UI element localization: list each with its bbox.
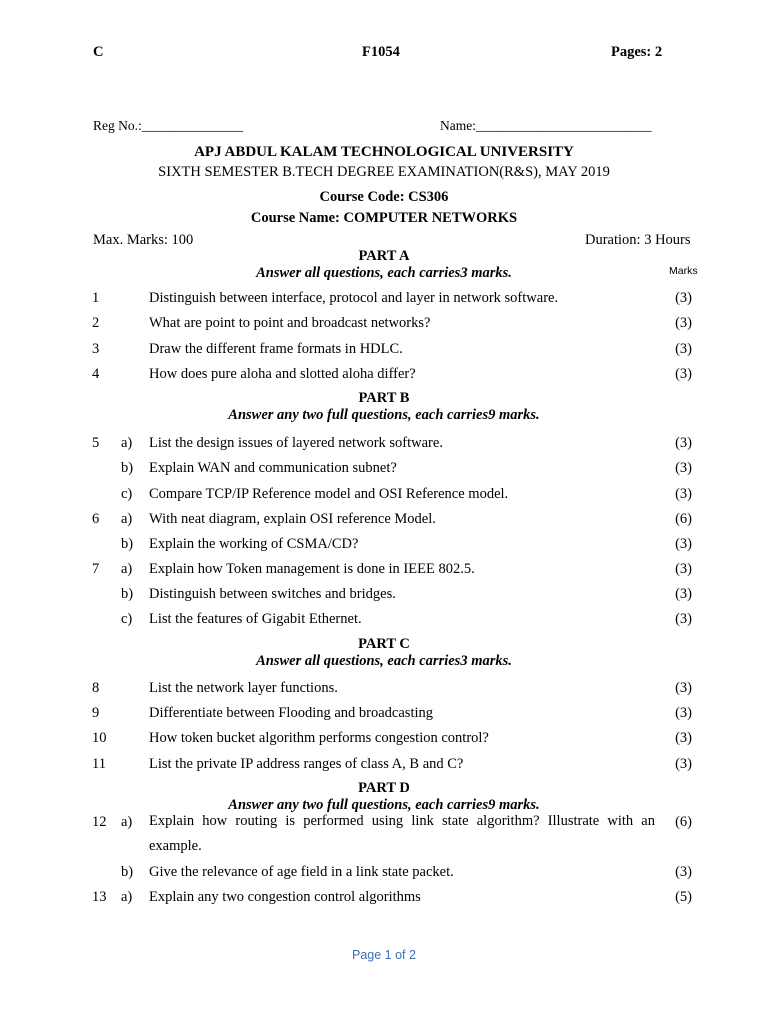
duration: Duration: 3 Hours [585,232,691,248]
question-subpart: b) [121,536,134,552]
question-marks: (3) [675,756,692,772]
question-marks: (3) [675,341,692,357]
question-subpart: c) [121,611,133,627]
course-name: Course Name: COMPUTER NETWORKS [250,210,518,226]
question-marks: (3) [675,366,692,382]
question-text: Differentiate between Flooding and broadcasting [149,705,434,721]
question-number: 12 [92,814,107,830]
question-marks: (3) [675,561,692,577]
question-subpart: b) [121,864,134,880]
question-subpart: b) [121,586,134,602]
question-number: 4 [92,366,100,382]
question-subpart: a) [121,435,133,451]
question-text: With neat diagram, explain OSI reference Model. [149,511,436,527]
question-text: Draw the different frame formats in HDLC. [149,341,403,357]
question-text: What are point to point and broadcast networks? [149,315,431,331]
page-count: Pages: 2 [611,44,663,60]
question-subpart: a) [121,889,133,905]
part-d-instruction: Answer any two full questions, each carries9 marks. [228,797,540,813]
question-text: Explain any two congestion control algorithms [149,889,421,905]
question-number: 13 [92,889,107,905]
exam-title: SIXTH SEMESTER B.TECH DEGREE EXAMINATION(R&S), MAY 2019 [158,164,610,180]
reg-no-field: Reg No.:_______________ [93,118,243,133]
question-number: 8 [92,680,100,696]
question-subpart: a) [121,814,133,830]
question-subpart: a) [121,561,133,577]
question-number: 10 [92,730,107,746]
question-marks: (3) [675,486,692,502]
question-marks: (5) [675,889,692,905]
question-marks: (3) [675,586,692,602]
question-marks: (3) [675,730,692,746]
question-number: 1 [92,290,100,306]
university-name: APJ ABDUL KALAM TECHNOLOGICAL UNIVERSITY [194,144,574,160]
question-number: 7 [92,561,100,577]
marks-column-label: Marks [669,265,698,277]
question-number: 3 [92,341,100,357]
question-marks: (6) [675,814,692,830]
name-field: Name:__________________________ [440,118,652,133]
question-marks: (3) [675,315,692,331]
question-text: Distinguish between switches and bridges. [149,586,396,602]
question-text: Distinguish between interface, protocol and layer in network software. [149,290,559,306]
series-code: C [93,44,104,60]
question-marks: (3) [675,290,692,306]
question-text: Give the relevance of age field in a link state packet. [149,864,454,880]
part-c-instruction: Answer all questions, each carries3 marks. [256,653,512,669]
question-marks: (3) [675,680,692,696]
question-text: How does pure aloha and slotted aloha differ? [149,366,416,382]
question-text: Explain the working of CSMA/CD? [149,536,359,552]
question-subpart: c) [121,486,133,502]
page-footer: Page 1 of 2 [352,948,416,962]
question-marks: (3) [675,864,692,880]
question-number: 11 [92,756,106,772]
question-marks: (3) [675,435,692,451]
part-b-instruction: Answer any two full questions, each carries9 marks. [228,407,540,423]
course-code: Course Code: CS306 [319,189,449,205]
question-subpart: b) [121,460,134,476]
question-text: List the network layer functions. [149,680,338,696]
question-marks: (3) [675,705,692,721]
part-d-title: PART D [358,780,410,796]
question-subpart: a) [121,511,133,527]
question-text: Compare TCP/IP Reference model and OSI Reference model. [149,486,509,502]
question-number: 5 [92,435,100,451]
paper-code: F1054 [362,44,400,60]
question-marks: (3) [675,611,692,627]
question-marks: (3) [675,536,692,552]
question-number: 6 [92,511,100,527]
part-b-title: PART B [358,390,410,406]
part-a-title: PART A [358,248,410,264]
question-number: 9 [92,705,100,721]
question-text: List the private IP address ranges of class A, B and C? [149,756,464,772]
question-text: Explain how routing is performed using link state algorithm? Illustrate with an example. [149,813,655,854]
question-text: List the design issues of layered network software. [149,435,443,451]
question-text: Explain WAN and communication subnet? [149,460,397,476]
max-marks: Max. Marks: 100 [93,232,194,248]
question-text: List the features of Gigabit Ethernet. [149,611,362,627]
part-a-instruction: Answer all questions, each carries3 marks. [256,265,512,281]
question-marks: (6) [675,511,692,527]
question-number: 2 [92,315,100,331]
question-text: How token bucket algorithm performs congestion control? [149,730,489,746]
question-marks: (3) [675,460,692,476]
question-text: Explain how Token management is done in IEEE 802.5. [149,561,475,577]
part-c-title: PART C [358,636,410,652]
